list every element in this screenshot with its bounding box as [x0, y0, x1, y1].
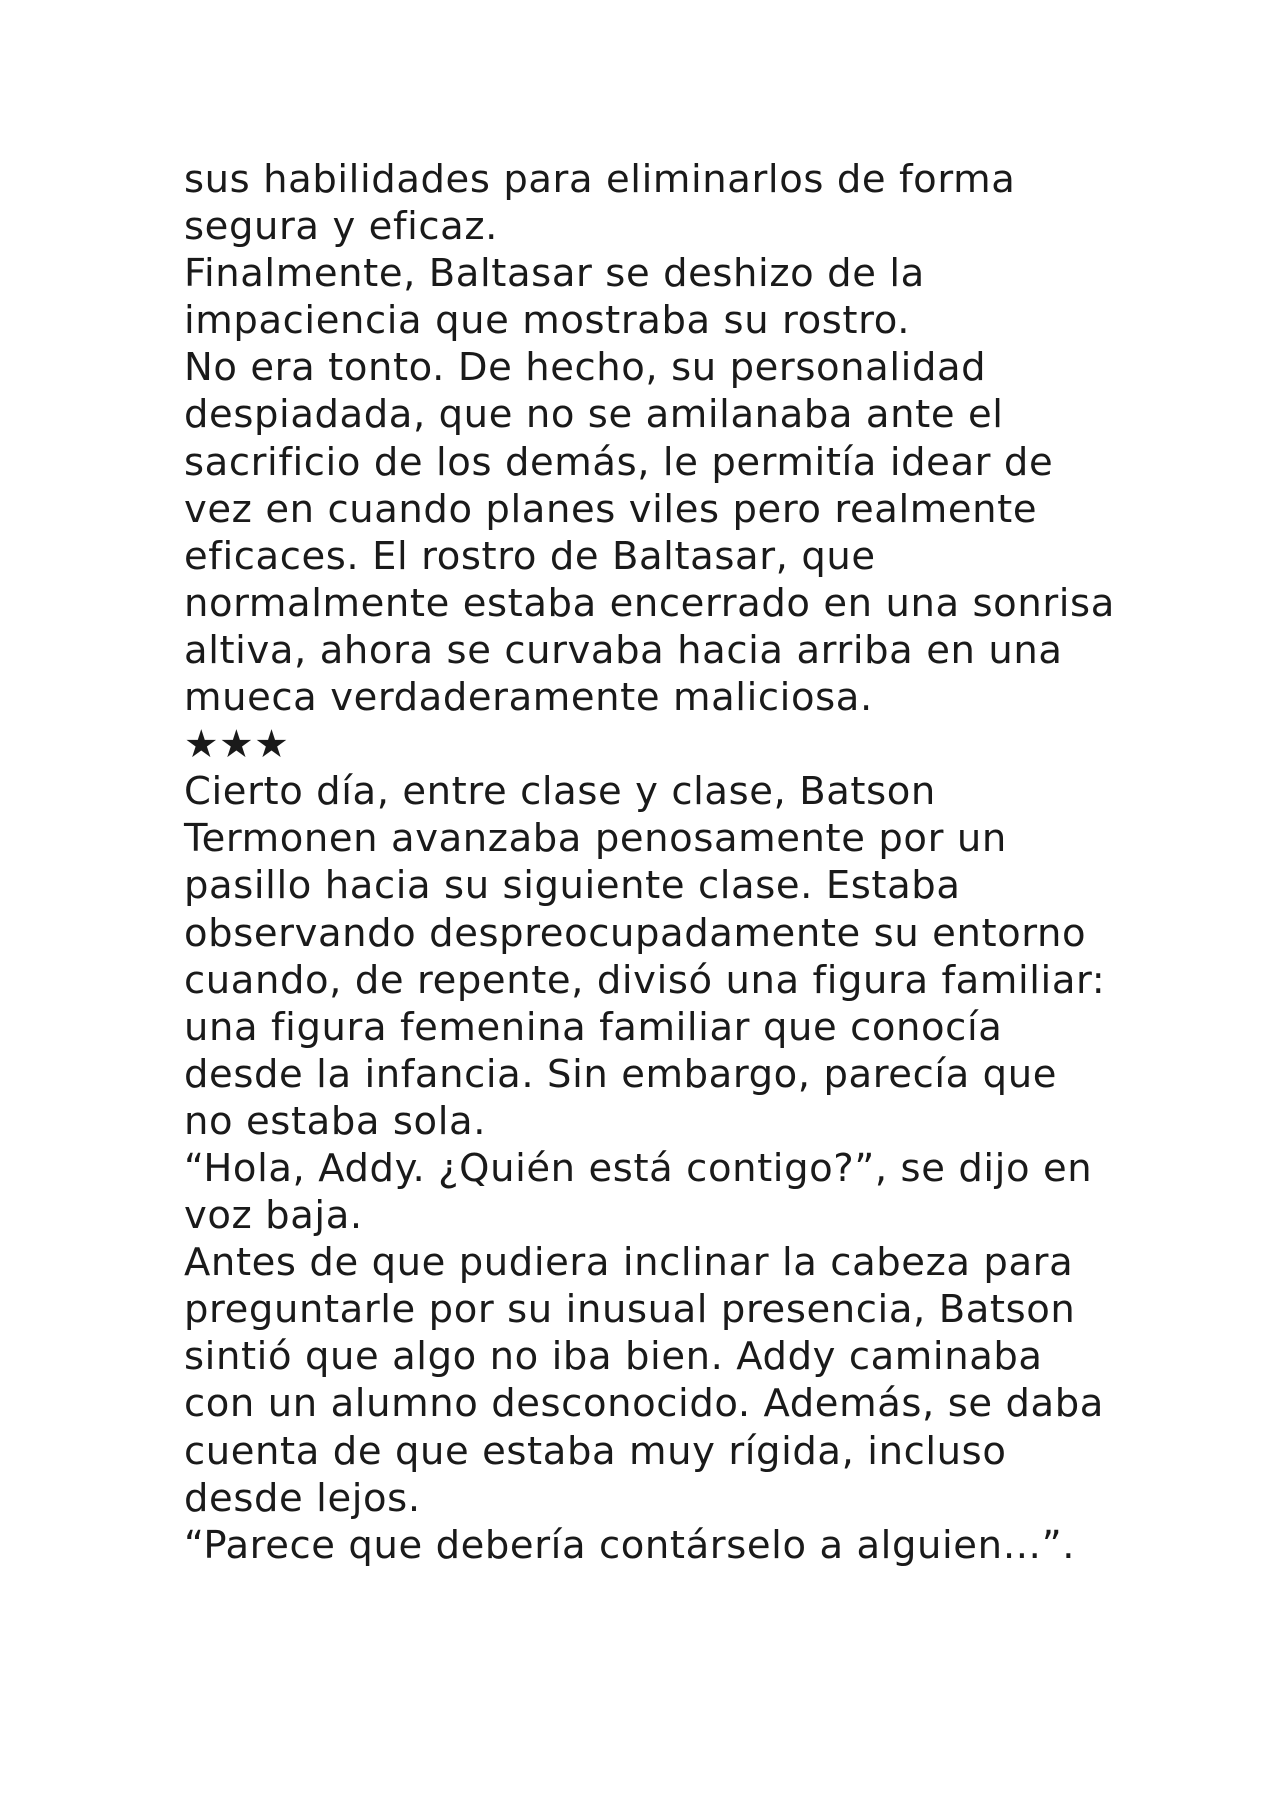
text-line: normalmente estaba encerrado en una sonrisa [184, 580, 1115, 626]
text-line: pasillo hacia su siguiente clase. Estaba [184, 863, 961, 909]
text-line: cuando, de repente, divisó una figura familiar: [184, 957, 1106, 1003]
text-line: sus habilidades para eliminarlos de forma [184, 157, 1016, 202]
text-line: sintió que algo no iba bien. Addy caminaba [184, 1334, 1043, 1380]
body-text [184, 156, 1124, 1569]
text-line: no estaba sola. [184, 1098, 487, 1144]
text-line: impaciencia que mostraba su rostro. [184, 298, 911, 344]
text-line: altiva, ahora se curvaba hacia arriba en una [184, 627, 1063, 673]
text-line: vez en cuando planes viles pero realmente [184, 486, 1038, 532]
text-line: mueca verdaderamente maliciosa. [184, 675, 873, 721]
text-line: No era tonto. De hecho, su personalidad [184, 345, 987, 391]
text-line: desde la infancia. Sin embargo, parecía que [184, 1051, 1057, 1097]
text-line: Antes de que pudiera inclinar la cabeza para [184, 1240, 1074, 1286]
text-line: segura y eficaz. [184, 204, 499, 250]
text-line: “Hola, Addy. ¿Quién está contigo?”, se dijo en [184, 1145, 1093, 1191]
text-line: sacrificio de los demás, le permitía idear de [184, 439, 1054, 485]
text-line: desde lejos. [184, 1475, 421, 1521]
text-line: Finalmente, Baltasar se deshizo de la [184, 251, 925, 297]
scene-break-stars: ★★★ [184, 722, 290, 768]
text-line: con un alumno desconocido. Además, se daba [184, 1381, 1104, 1427]
text-line: Termonen avanzaba penosamente por un [184, 816, 1007, 862]
text-line: voz baja. [184, 1193, 363, 1239]
text-line: preguntarle por su inusual presencia, Batson [184, 1287, 1076, 1333]
text-line: Cierto día, entre clase y clase, Batson [184, 769, 936, 815]
text-line: eficaces. El rostro de Baltasar, que [184, 533, 876, 579]
text-line: despiadada, que no se amilanaba ante el [184, 392, 1004, 438]
text-line: “Parece que debería contárselo a alguien…”. [184, 1522, 1076, 1568]
text-line: cuenta de que estaba muy rígida, incluso [184, 1428, 1007, 1474]
text-line: observando despreocupadamente su entorno [184, 910, 1087, 956]
text-line: una figura femenina familiar que conocía [184, 1004, 1003, 1050]
